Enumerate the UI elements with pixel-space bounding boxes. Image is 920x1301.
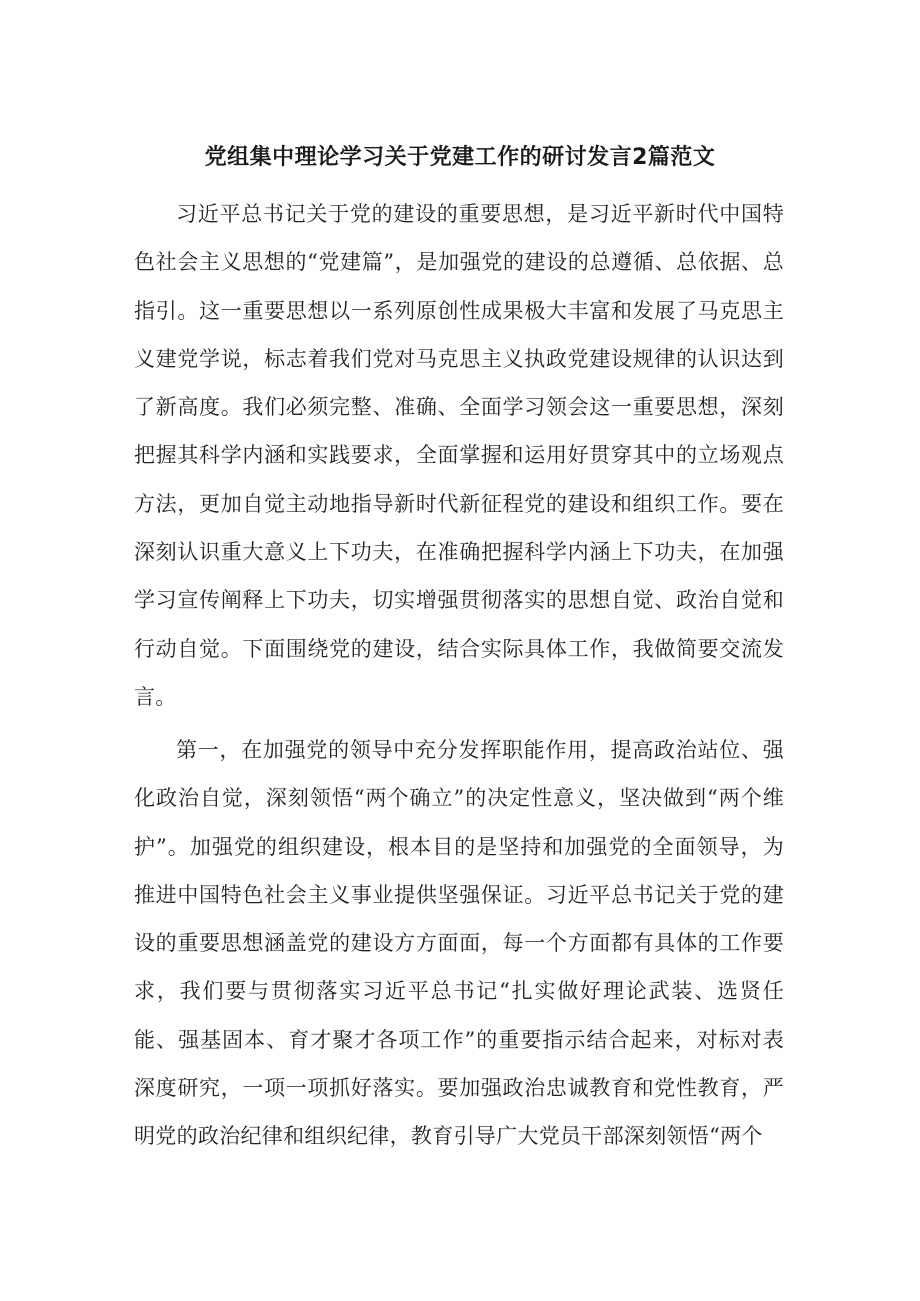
- document-title: 党组集中理论学习关于党建工作的研讨发言2篇范文: [204, 145, 716, 170]
- body-paragraph: 第一，在加强党的领导中充分发挥职能作用，提高政治站位、强化政治自觉，深刻领悟“两个确立”的决定性意义，坚决做到“两个维护”。加强党的组织建设，根本目的是坚持和加强党的全面领导，为推进中国特色社会主义事业提供坚强保证。习近平总书记关于党的建设的重要思想涵盖党的建设方方面面，每一个方面都有具体的工作要求，我们要与贯彻落实习近平总书记“扎实做好理论武装、选贤任能、强基固本、育才聚才各项工作”的重要指示结合起来，对标对表深度研究，一项一项抓好落实。要加强政治忠诚教育和党性教育，严明党的政治纪律和组织纪律，教育引导广大党员干部深刻领悟“两个: [134, 738, 784, 1149]
- body-paragraph: 习近平总书记关于党的建设的重要思想，是习近平新时代中国特色社会主义思想的“党建篇”，是加强党的建设的总遵循、总依据、总指引。这一重要思想以一系列原创性成果极大丰富和发展了马克思主义建党学说，标志着我们党对马克思主义执政党建设规律的认识达到了新高度。我们必须完整、准确、全面学习领会这一重要思想，深刻把握其科学内涵和实践要求，全面掌握和运用好贯穿其中的立场观点方法，更加自觉主动地指导新时代新征程党的建设和组织工作。要在深刻认识重大意义上下功夫，在准确把握科学内涵上下功夫，在加强学习宣传阐释上下功夫，切实增强贯彻落实的思想自觉、政治自觉和行动自觉。下面围绕党的建设，结合实际具体工作，我做简要交流发言。: [134, 202, 784, 709]
